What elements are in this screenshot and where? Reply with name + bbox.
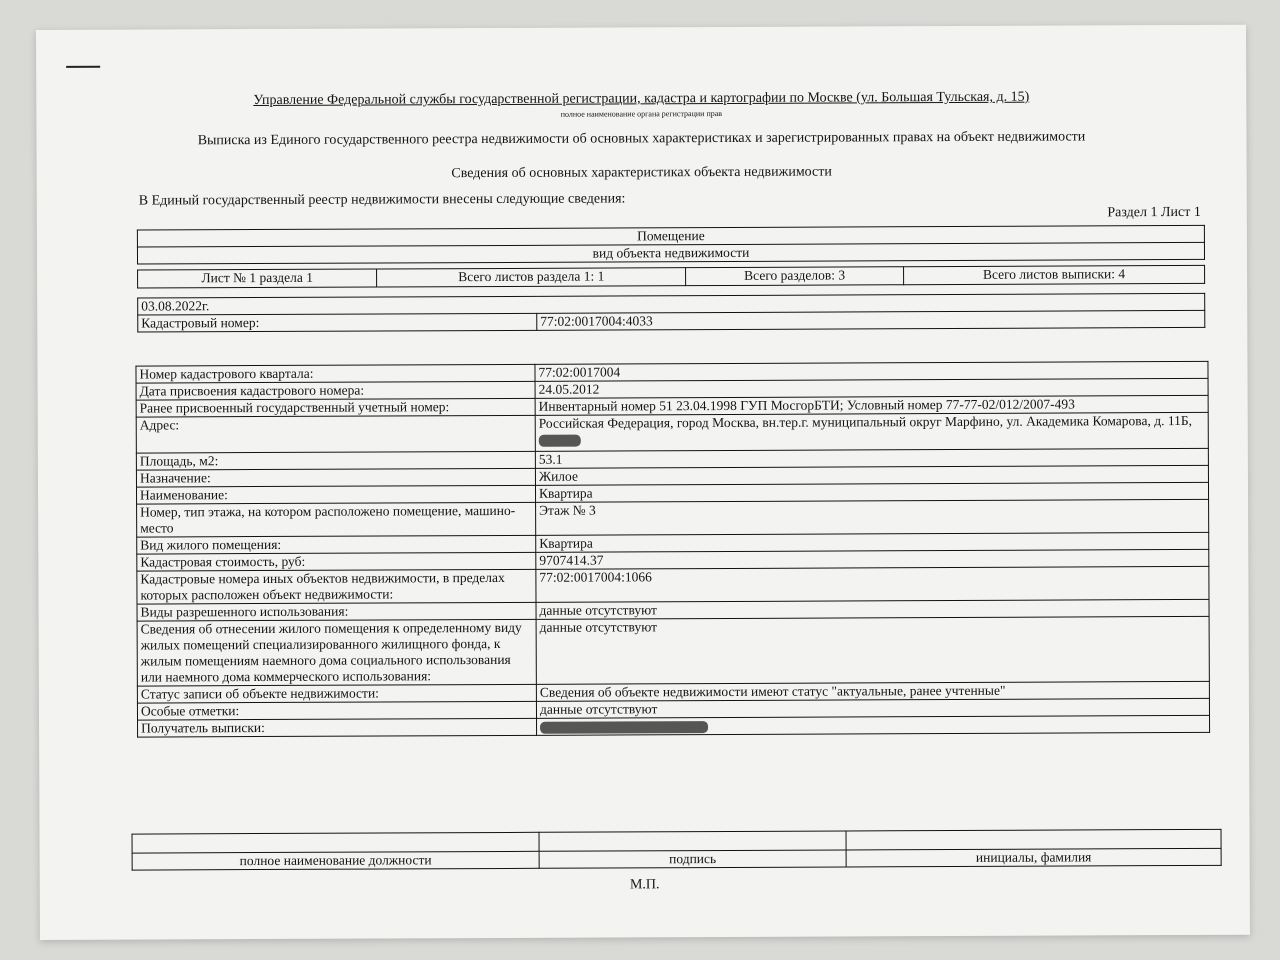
sheet-reference: Раздел 1 Лист 1 bbox=[1107, 204, 1201, 221]
authority-caption: полное наименование органа регистрации прав bbox=[560, 109, 723, 119]
row-label: Виды разрешенного использования: bbox=[137, 602, 536, 621]
object-type-value: Помещение bbox=[137, 225, 1204, 247]
extract-date: 03.08.2022г. bbox=[138, 293, 1205, 315]
cadastral-number-value: 77:02:0017004:4033 bbox=[537, 310, 1205, 330]
row-value: 53.1 bbox=[535, 448, 1208, 468]
signature-field bbox=[539, 831, 846, 851]
section-title: Сведения об основных характеристиках объекта недвижимости bbox=[451, 164, 832, 182]
total-section-sheets: Всего листов раздела 1: 1 bbox=[377, 268, 686, 287]
address-value: Российская Федерация, город Москва, вн.тер.г. муниципальный округ Марфино, ул. Академика Комарова, д. 11Б, bbox=[538, 412, 1192, 431]
row-label: Площадь, м2: bbox=[136, 451, 535, 470]
row-value: данные отсутствуют bbox=[536, 698, 1209, 718]
row-label: Адрес: bbox=[136, 415, 535, 453]
total-sheets: Всего листов выписки: 4 bbox=[903, 265, 1204, 284]
sheet-number: Лист № 1 раздела 1 bbox=[138, 269, 377, 288]
row-label: Ранее присвоенный государственный учетный номер: bbox=[136, 398, 535, 417]
row-value bbox=[535, 412, 1208, 451]
sheets-table bbox=[137, 265, 1205, 289]
row-label: Получатель выписки: bbox=[138, 718, 537, 737]
row-value: Квартира bbox=[535, 482, 1208, 502]
redaction-mark bbox=[540, 721, 708, 734]
date-cadastral-table bbox=[137, 293, 1205, 333]
object-type-caption: вид объекта недвижимости bbox=[137, 242, 1204, 264]
table-row bbox=[137, 499, 1209, 537]
row-label: Кадастровая стоимость, руб: bbox=[137, 552, 536, 571]
position-caption: полное наименование должности bbox=[132, 851, 539, 870]
table-row bbox=[138, 715, 1210, 737]
stamp-place: М.П. bbox=[629, 877, 660, 893]
row-value: Квартира bbox=[536, 532, 1209, 552]
name-caption: инициалы, фамилия bbox=[846, 848, 1221, 867]
total-sections: Всего разделов: 3 bbox=[686, 267, 904, 286]
row-value: 77:02:0017004:1066 bbox=[536, 566, 1209, 602]
authority-name: Управление Федеральной службы государственной регистрации, кадастра и картографии по Москве (ул. Большая Тульская, д. 15) bbox=[253, 89, 1030, 109]
row-value: 9707414.37 bbox=[536, 549, 1209, 569]
row-value: 24.05.2012 bbox=[535, 378, 1208, 398]
row-label: Дата присвоения кадастрового номера: bbox=[136, 381, 535, 400]
row-value: данные отсутствуют bbox=[536, 599, 1209, 619]
row-label: Кадастровые номера иных объектов недвижимости, в пределах которых расположен объект недвижимости: bbox=[137, 569, 536, 604]
table-row bbox=[137, 566, 1209, 604]
intro-text: В Единый государственный реестр недвижимости внесены следующие сведения: bbox=[138, 191, 626, 209]
characteristics-table bbox=[135, 361, 1210, 738]
object-type-table bbox=[137, 225, 1205, 265]
row-value bbox=[537, 715, 1210, 735]
row-label: Наименование: bbox=[136, 485, 535, 504]
table-row bbox=[137, 616, 1209, 686]
redaction-mark bbox=[539, 435, 581, 447]
cadastral-number-label: Кадастровый номер: bbox=[138, 313, 537, 332]
row-label: Номер кадастрового квартала: bbox=[136, 364, 535, 383]
row-value: Жилое bbox=[535, 465, 1208, 485]
position-field bbox=[132, 832, 539, 853]
row-label: Особые отметки: bbox=[137, 701, 536, 720]
row-value: 77:02:0017004 bbox=[535, 361, 1208, 381]
table-row bbox=[136, 412, 1208, 453]
row-value: Этаж № 3 bbox=[536, 499, 1209, 535]
row-label: Статус записи об объекте недвижимости: bbox=[137, 684, 536, 703]
signature-table bbox=[132, 829, 1222, 871]
name-field bbox=[846, 829, 1221, 850]
row-label: Назначение: bbox=[136, 468, 535, 487]
corner-mark bbox=[66, 66, 100, 68]
row-label: Номер, тип этажа, на котором расположено помещение, машино-место bbox=[137, 502, 536, 537]
row-value: Сведения об объекте недвижимости имеют статус "актуальные, ранее учтенные" bbox=[536, 681, 1209, 701]
document-title: Выписка из Единого государственного реестра недвижимости об основных характеристиках и зарегистрированных правах на объект недвижимости bbox=[197, 129, 1086, 149]
signature-caption: подпись bbox=[539, 850, 846, 868]
row-label: Вид жилого помещения: bbox=[137, 535, 536, 554]
row-label: Сведения об отнесении жилого помещения к определенному виду жилых помещений специализированного жилищного фонда, к жилым помещениям наемного дома социального использования или наемного дома коммерческого использования: bbox=[137, 619, 536, 686]
document-sheet bbox=[36, 25, 1250, 940]
row-value: Инвентарный номер 51 23.04.1998 ГУП МосгорБТИ; Условный номер 77-77-02/012/2007-493 bbox=[535, 395, 1208, 415]
row-value: данные отсутствуют bbox=[536, 616, 1209, 684]
